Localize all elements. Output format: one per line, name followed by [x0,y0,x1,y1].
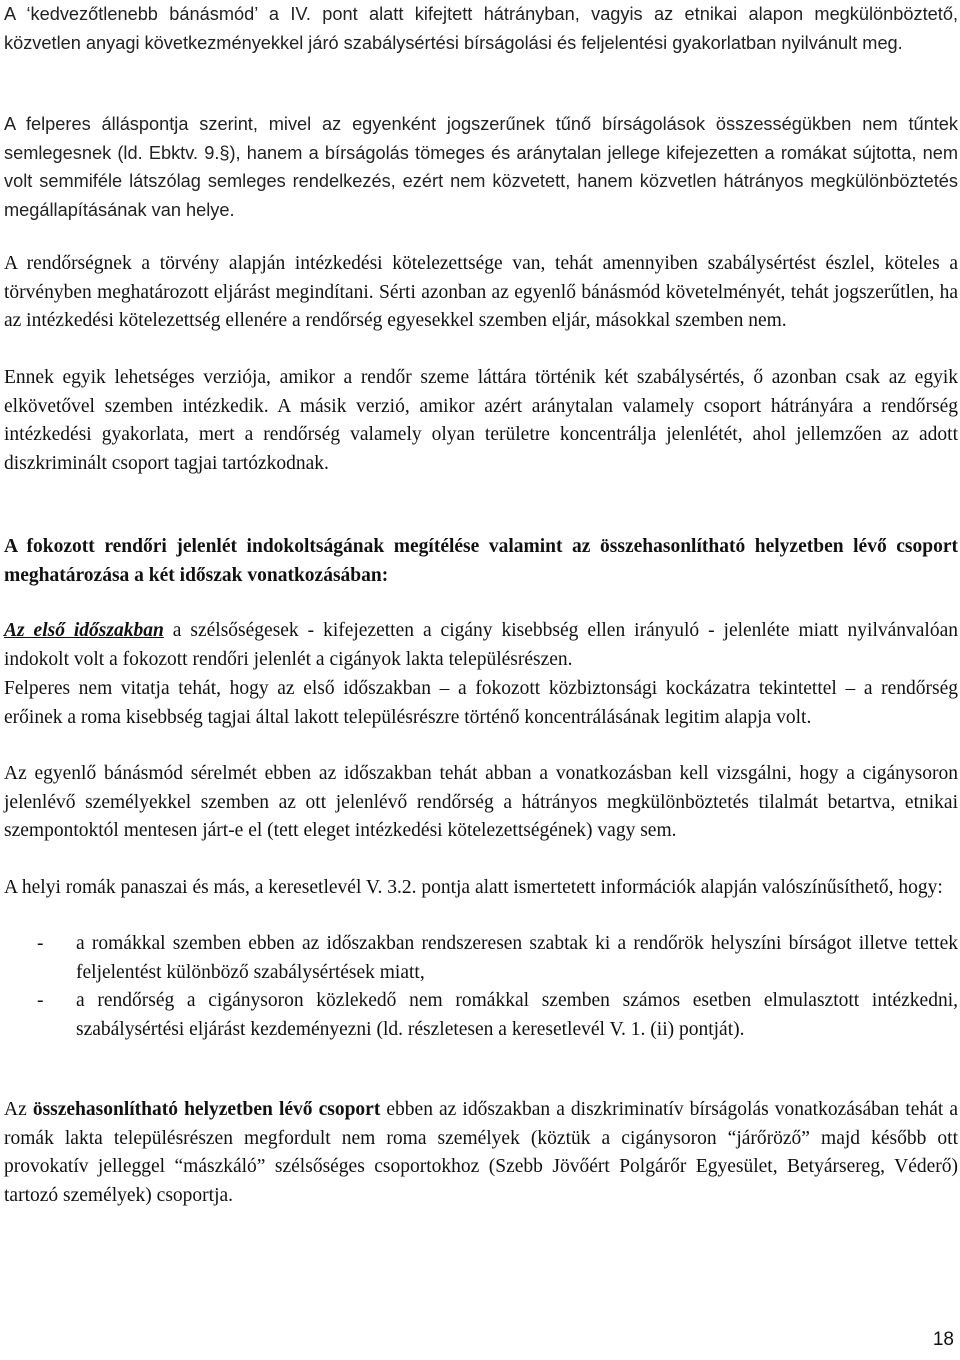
emphasis-elso-idoszak: Az első időszakban [4,620,164,641]
bullet-list [0,930,958,1044]
list-item [0,987,958,1044]
section-heading: A fokozott rendőri jelenlét indokoltságának megítélése valamint az összehasonlítható helyzetben lévő csoport meghatározása a két időszak vonatkozásában: [4,536,958,586]
paragraph-verziok: Ennek egyik lehetséges verziója, amikor a rendőr szeme láttára történik két szabálysértés, ő azonban csak az egyik elkövetővel szemben intézkedik. A másik verzió, amikor azért aránytalan valamely csoport hátrányára a rendőrség intézkedési gyakorlata, mert a rendőrség valamely olyan területre koncentrálja jelenlétét, ahol jellemzően az adott diszkriminált csoport tagjai tartózkodnak. [4,367,958,474]
paragraph-osszehasonlithato-csoport [4,1096,958,1210]
list-dash: - [37,990,44,1011]
paragraph-helyi-romak: A helyi romák panaszai és más, a keresetlevél V. 3.2. pontja alatt ismertetett információk alapján valószínűsíthető, hogy: [4,877,943,898]
list-item-text: a romákkal szemben ebben az időszakban rendszeresen szabtak ki a rendőrök helyszíni bírságot illetve tettek feljelentést különböző szabálysértések miatt, [76,933,958,983]
paragraph-osszehasonlithato-text: ebben az időszakban a diszkriminatív bírságolás vonatkozásában tehát a romák lakta településrészen megfordult nem roma személyek (köztük a cigánysoron “járőröző” majd később ott provokatív jelleggel “mászkáló” szélsőséges csoportokhoz (Szebb Jövőért Polgárőr Egyesület, Betyársereg, Véderő) tartozó személyek) csoportja. [4,1099,958,1206]
paragraph-felperes-allaspontja: A felperes álláspontja szerint, mivel az egyenként jogszerűnek tűnő bírságolások összességükben nem tűntek semlegesnek (ld. Ebktv. 9.§), hanem a bírságolás tömeges és aránytalan jellege kifejezetten a romákat sújtotta, nem volt semmiféle látszólag semleges rendelkezés, ezért nem közvetett, hanem közvetlen hátrányos megkülönböztetés megállapításának van helye. [4,114,958,220]
paragraph-elso-idoszak [4,617,958,674]
paragraph-kedvezotlenebb: A ‘kedvezőtlenebb bánásmód’ a IV. pont alatt kifejtett hátrányban, vagyis az etnikai alapon megkülönböztető, közvetlen anyagi következményekkel járó szabálysértési bírságolási és feljelentési gyakorlatban nyilvánult meg. [4,4,958,53]
list-dash: - [37,933,44,954]
paragraph-elso-idoszak-text: a szélsőségesek - kifejezetten a cigány kisebbség ellen irányuló - jelenléte miatt nyilvánvalóan indokolt volt a fokozott rendőri jelenlét a cigányok lakta településrészen. [4,620,958,670]
page-number: 18 [932,1329,954,1350]
list-item-text: a rendőrség a cigánysoron közlekedő nem romákkal szemben számos esetben elmulasztott intézkedni, szabálysértési eljárást kezdeményezni (ld. részletesen a keresetlevél V. 1. (ii) pontját). [76,990,958,1040]
paragraph-felperes-nem-vitatja: Felperes nem vitatja tehát, hogy az első időszakban – a fokozott közbiztonsági kockázatra tekintettel – a rendőrség erőinek a roma kisebbség tagjai által lakott településrészre történő koncentrálásának legitim alapja volt. [4,678,958,728]
bold-osszehasonlithato: összehasonlítható helyzetben lévő csoport [32,1099,381,1120]
paragraph-rendorseg-kotelezettseg: A rendőrségnek a törvény alapján intézkedési kötelezettsége van, tehát amennyiben szabálysértést észlel, köteles a törvényben meghatározott eljárást megindítani. Sérti azonban az egyenlő bánásmód követelményét, tehát jogszerűtlen, ha az intézkedési kötelezettség ellenére a rendőrség egyesekkel szemben eljár, másokkal szemben nem. [4,253,958,331]
paragraph-osszehasonlithato-lead: Az [4,1099,33,1120]
paragraph-egyenlo-banasmod: Az egyenlő bánásmód sérelmét ebben az időszakban tehát abban a vonatkozásban kell vizsgálni, hogy a cigánysoron jelenlévő személyekkel szemben az ott jelenlévő rendőrség a hátrányos megkülönböztetés tilalmát betartva, etnikai szempontoktól mentesen járt-e el (tett eleget intézkedési kötelezettségének) vagy sem. [4,763,958,841]
list-item [0,930,958,987]
